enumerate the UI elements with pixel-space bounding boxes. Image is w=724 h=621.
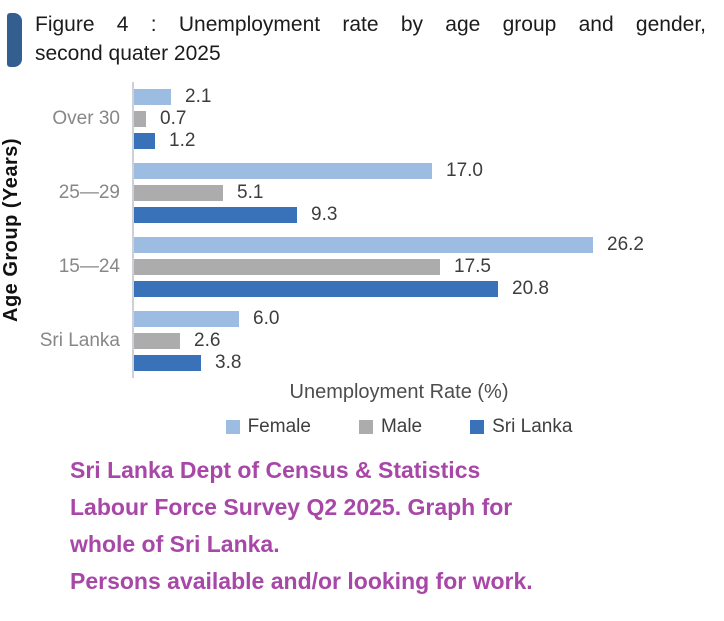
bar-female xyxy=(134,89,171,105)
figure-title-line-1: Figure 4 : Unemployment rate by age group and gender, xyxy=(35,13,706,36)
chart-legend xyxy=(134,416,664,438)
value-label: 1.2 xyxy=(169,130,196,151)
source-note xyxy=(70,452,724,600)
y-axis-title: Age Group (Years) xyxy=(0,137,22,323)
bar-row xyxy=(134,352,724,373)
y-tick-label: Over 30 xyxy=(52,108,120,129)
group-bars xyxy=(132,304,724,378)
value-label: 9.3 xyxy=(311,204,338,225)
value-label: 26.2 xyxy=(607,234,644,255)
chart-group xyxy=(36,156,724,230)
value-label: 6.0 xyxy=(253,308,280,329)
bar-male xyxy=(134,259,440,275)
bar-male xyxy=(134,111,146,127)
source-line: whole of Sri Lanka. xyxy=(70,531,280,557)
bar-sri-lanka xyxy=(134,281,498,297)
x-axis-title: Unemployment Rate (%) xyxy=(289,381,509,403)
chart-group xyxy=(36,230,724,304)
value-label: 17.5 xyxy=(454,256,491,277)
legend-swatch xyxy=(226,420,240,434)
legend-label: Sri Lanka xyxy=(492,416,573,437)
figure-title xyxy=(35,10,706,68)
value-label: 2.1 xyxy=(185,86,212,107)
legend-item-male xyxy=(359,416,422,438)
y-tick-label: 15—24 xyxy=(58,256,120,277)
value-label: 17.0 xyxy=(446,160,483,181)
value-label: 20.8 xyxy=(512,278,549,299)
bar-row xyxy=(134,130,724,151)
bar-row xyxy=(134,256,724,277)
bar-row xyxy=(134,160,724,181)
bar-female xyxy=(134,163,432,179)
bar-male xyxy=(134,333,180,349)
bar-row xyxy=(134,108,724,129)
y-tick-label: Sri Lanka xyxy=(39,330,120,351)
source-line: Sri Lanka Dept of Census & Statistics xyxy=(70,457,481,483)
source-line: Persons available and/or looking for work. xyxy=(70,568,533,594)
bar-sri-lanka xyxy=(134,207,297,223)
figure-title-line-2: second quater 2025 xyxy=(35,42,221,65)
chart-group xyxy=(36,304,724,378)
plot-area xyxy=(36,82,724,378)
bar-female xyxy=(134,311,239,327)
bar-row xyxy=(134,330,724,351)
value-label: 5.1 xyxy=(237,182,264,203)
legend-label: Male xyxy=(380,416,423,437)
legend-item-female xyxy=(226,416,311,438)
bar-chart xyxy=(0,82,724,378)
value-label: 2.6 xyxy=(194,330,221,351)
chart-group xyxy=(36,82,724,156)
legend-swatch xyxy=(359,420,373,434)
title-accent-bar xyxy=(7,13,22,67)
bar-row xyxy=(134,204,724,225)
bar-male xyxy=(134,185,223,201)
value-label: 0.7 xyxy=(160,108,187,129)
bar-row xyxy=(134,234,724,255)
bar-female xyxy=(134,237,593,253)
figure-header xyxy=(0,0,724,68)
group-bars xyxy=(132,82,724,156)
group-bars xyxy=(132,230,724,304)
group-bars xyxy=(132,156,724,230)
value-label: 3.8 xyxy=(215,352,242,373)
bar-row xyxy=(134,86,724,107)
bar-row xyxy=(134,182,724,203)
y-tick-label: 25—29 xyxy=(58,182,120,203)
bar-sri-lanka xyxy=(134,355,201,371)
legend-swatch xyxy=(470,420,484,434)
bar-row xyxy=(134,308,724,329)
source-line: Labour Force Survey Q2 2025. Graph for xyxy=(70,494,513,520)
legend-label: Female xyxy=(247,416,311,437)
legend-item-sri-lanka xyxy=(470,416,572,438)
bar-sri-lanka xyxy=(134,133,155,149)
bar-row xyxy=(134,278,724,299)
